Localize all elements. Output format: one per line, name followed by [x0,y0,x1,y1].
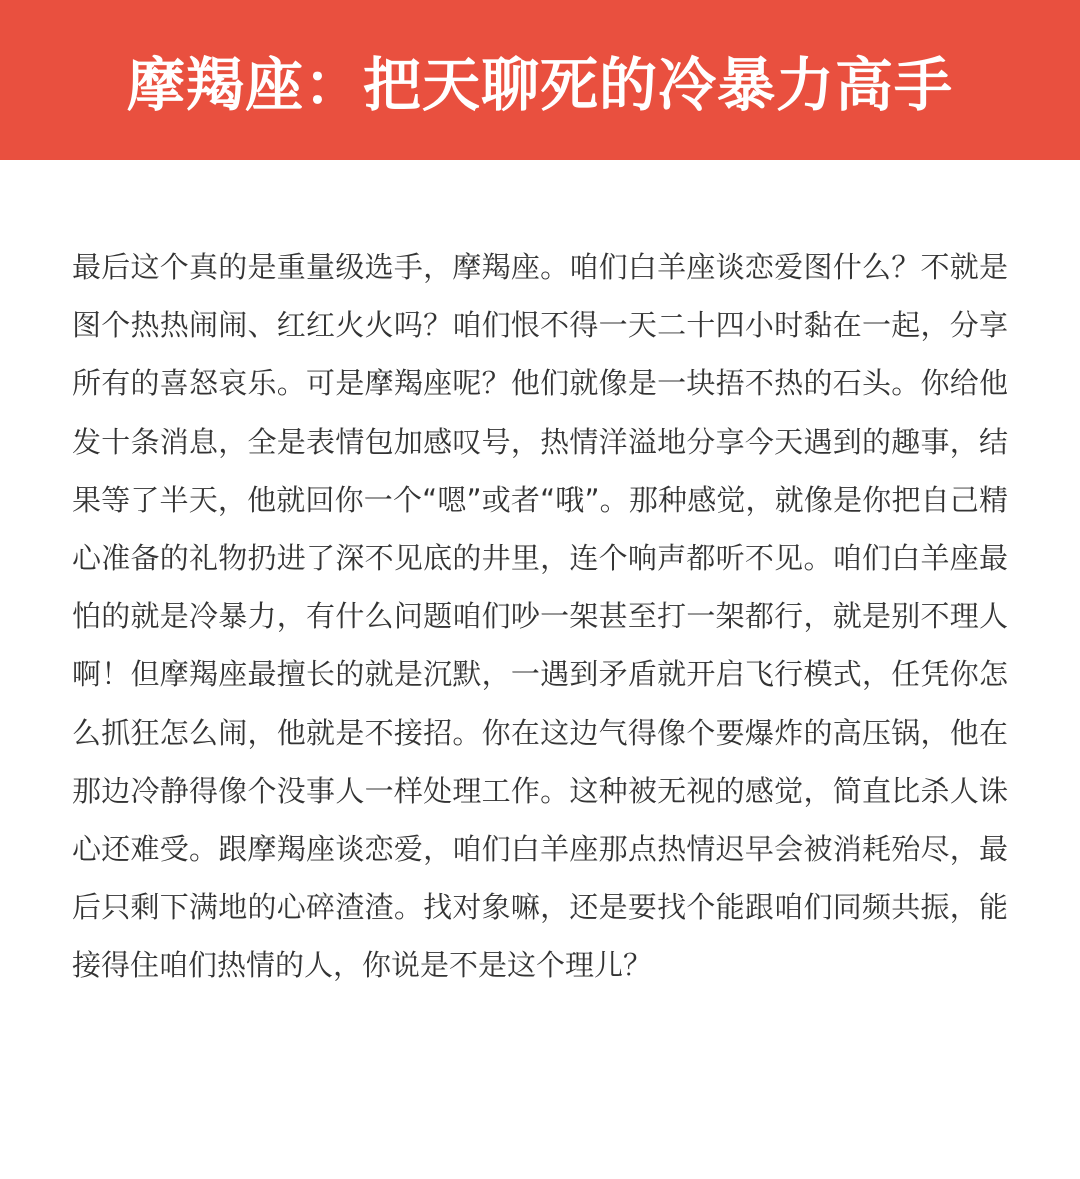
article-paragraph: 最后这个真的是重量级选手，摩羯座。咱们白羊座谈恋爱图什么？不就是图个热热闹闹、红红火火吗？咱们恨不得一天二十四小时黏在一起，分享所有的喜怒哀乐。可是摩羯座呢？他们就像是一块捂不热的石头。你给他发十条消息，全是表情包加感叹号，热情洋溢地分享今天遇到的趣事，结果等了半天，他就回你一个“嗯”或者“哦”。那种感觉，就像是你把自己精心准备的礼物扔进了深不见底的井里，连个响声都听不见。咱们白羊座最怕的就是冷暴力，有什么问题咱们吵一架甚至打一架都行，就是别不理人啊！但摩羯座最擅长的就是沉默，一遇到矛盾就开启飞行模式，任凭你怎么抓狂怎么闹，他就是不接招。你在这边气得像个要爆炸的高压锅，他在那边冷静得像个没事人一样处理工作。这种被无视的感觉，简直比杀人诛心还难受。跟摩羯座谈恋爱，咱们白羊座那点热情迟早会被消耗殆尽，最后只剩下满地的心碎渣渣。找对象嘛，还是要找个能跟咱们同频共振，能接得住咱们热情的人，你说是不是这个理儿？ [72,250,1008,983]
article-body [72,238,1008,995]
page-title: 摩羯座：把天聊死的冷暴力高手 [126,51,953,119]
title-banner [0,0,1080,160]
